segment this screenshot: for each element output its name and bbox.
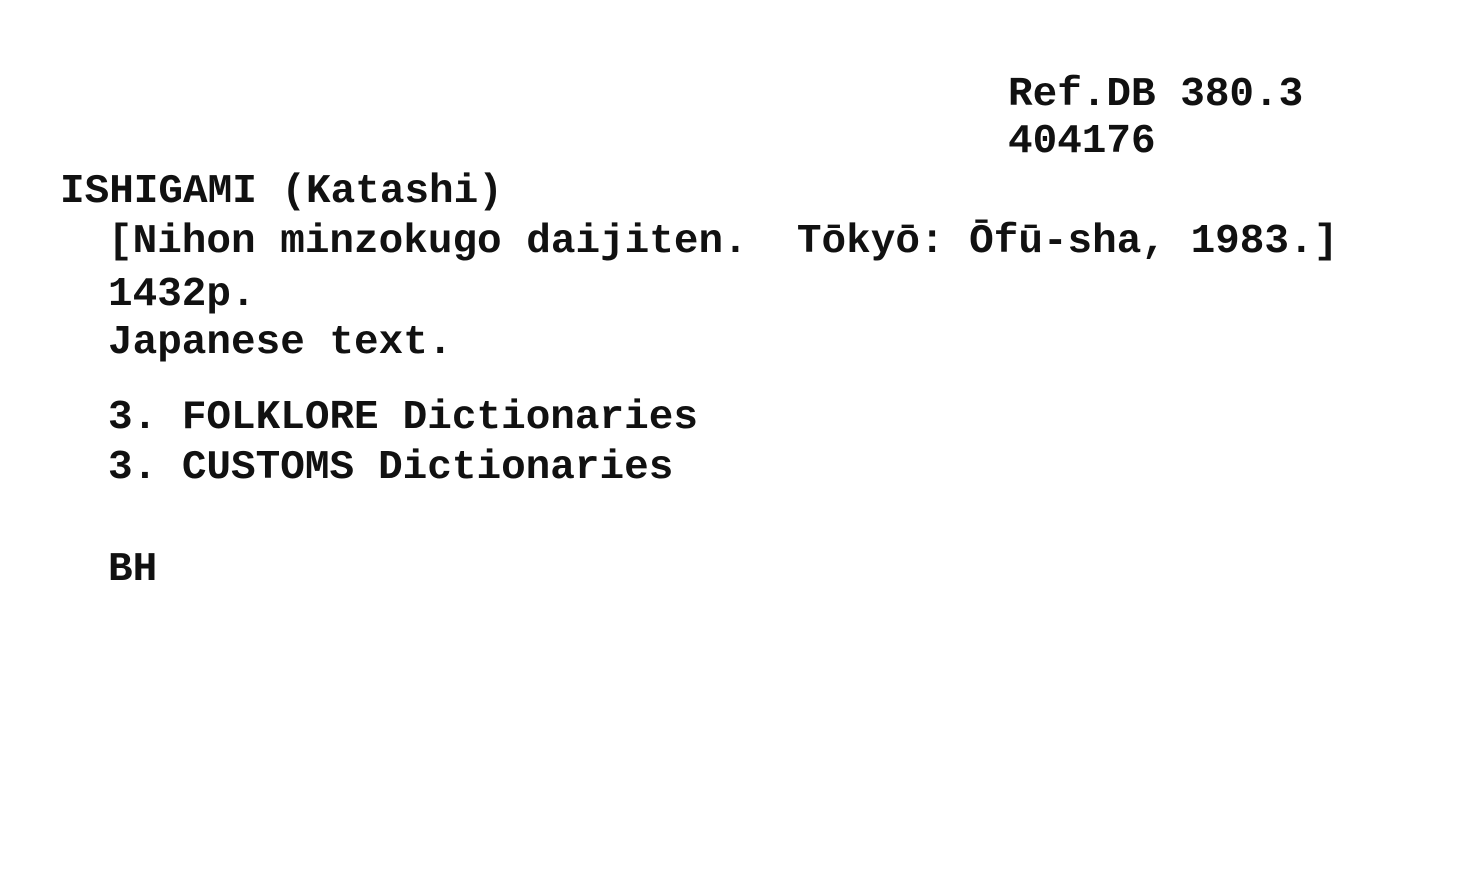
subject-heading: CUSTOMS xyxy=(181,445,355,491)
subject-number: 3. xyxy=(108,395,158,441)
subject-subdivision: Dictionaries xyxy=(402,395,698,441)
author-heading: ISHIGAMI (Katashi) xyxy=(60,169,503,215)
call-number: Ref.DB 380.3 xyxy=(1008,72,1304,118)
pagination: 1432p. xyxy=(108,272,256,318)
language-note: Japanese text. xyxy=(108,320,453,366)
accession-number: 404176 xyxy=(1008,119,1156,165)
cataloguer-initials: BH xyxy=(108,547,158,593)
subject-subdivision: Dictionaries xyxy=(378,445,674,491)
subject-number: 3. xyxy=(108,445,158,491)
subject-heading: FOLKLORE xyxy=(181,395,379,441)
title-statement: [Nihon minzokugo daijiten. Tōkyō: Ōfū-sha, 1983.] xyxy=(108,219,1339,265)
subject-entry xyxy=(108,395,698,441)
subject-entry xyxy=(108,445,674,491)
